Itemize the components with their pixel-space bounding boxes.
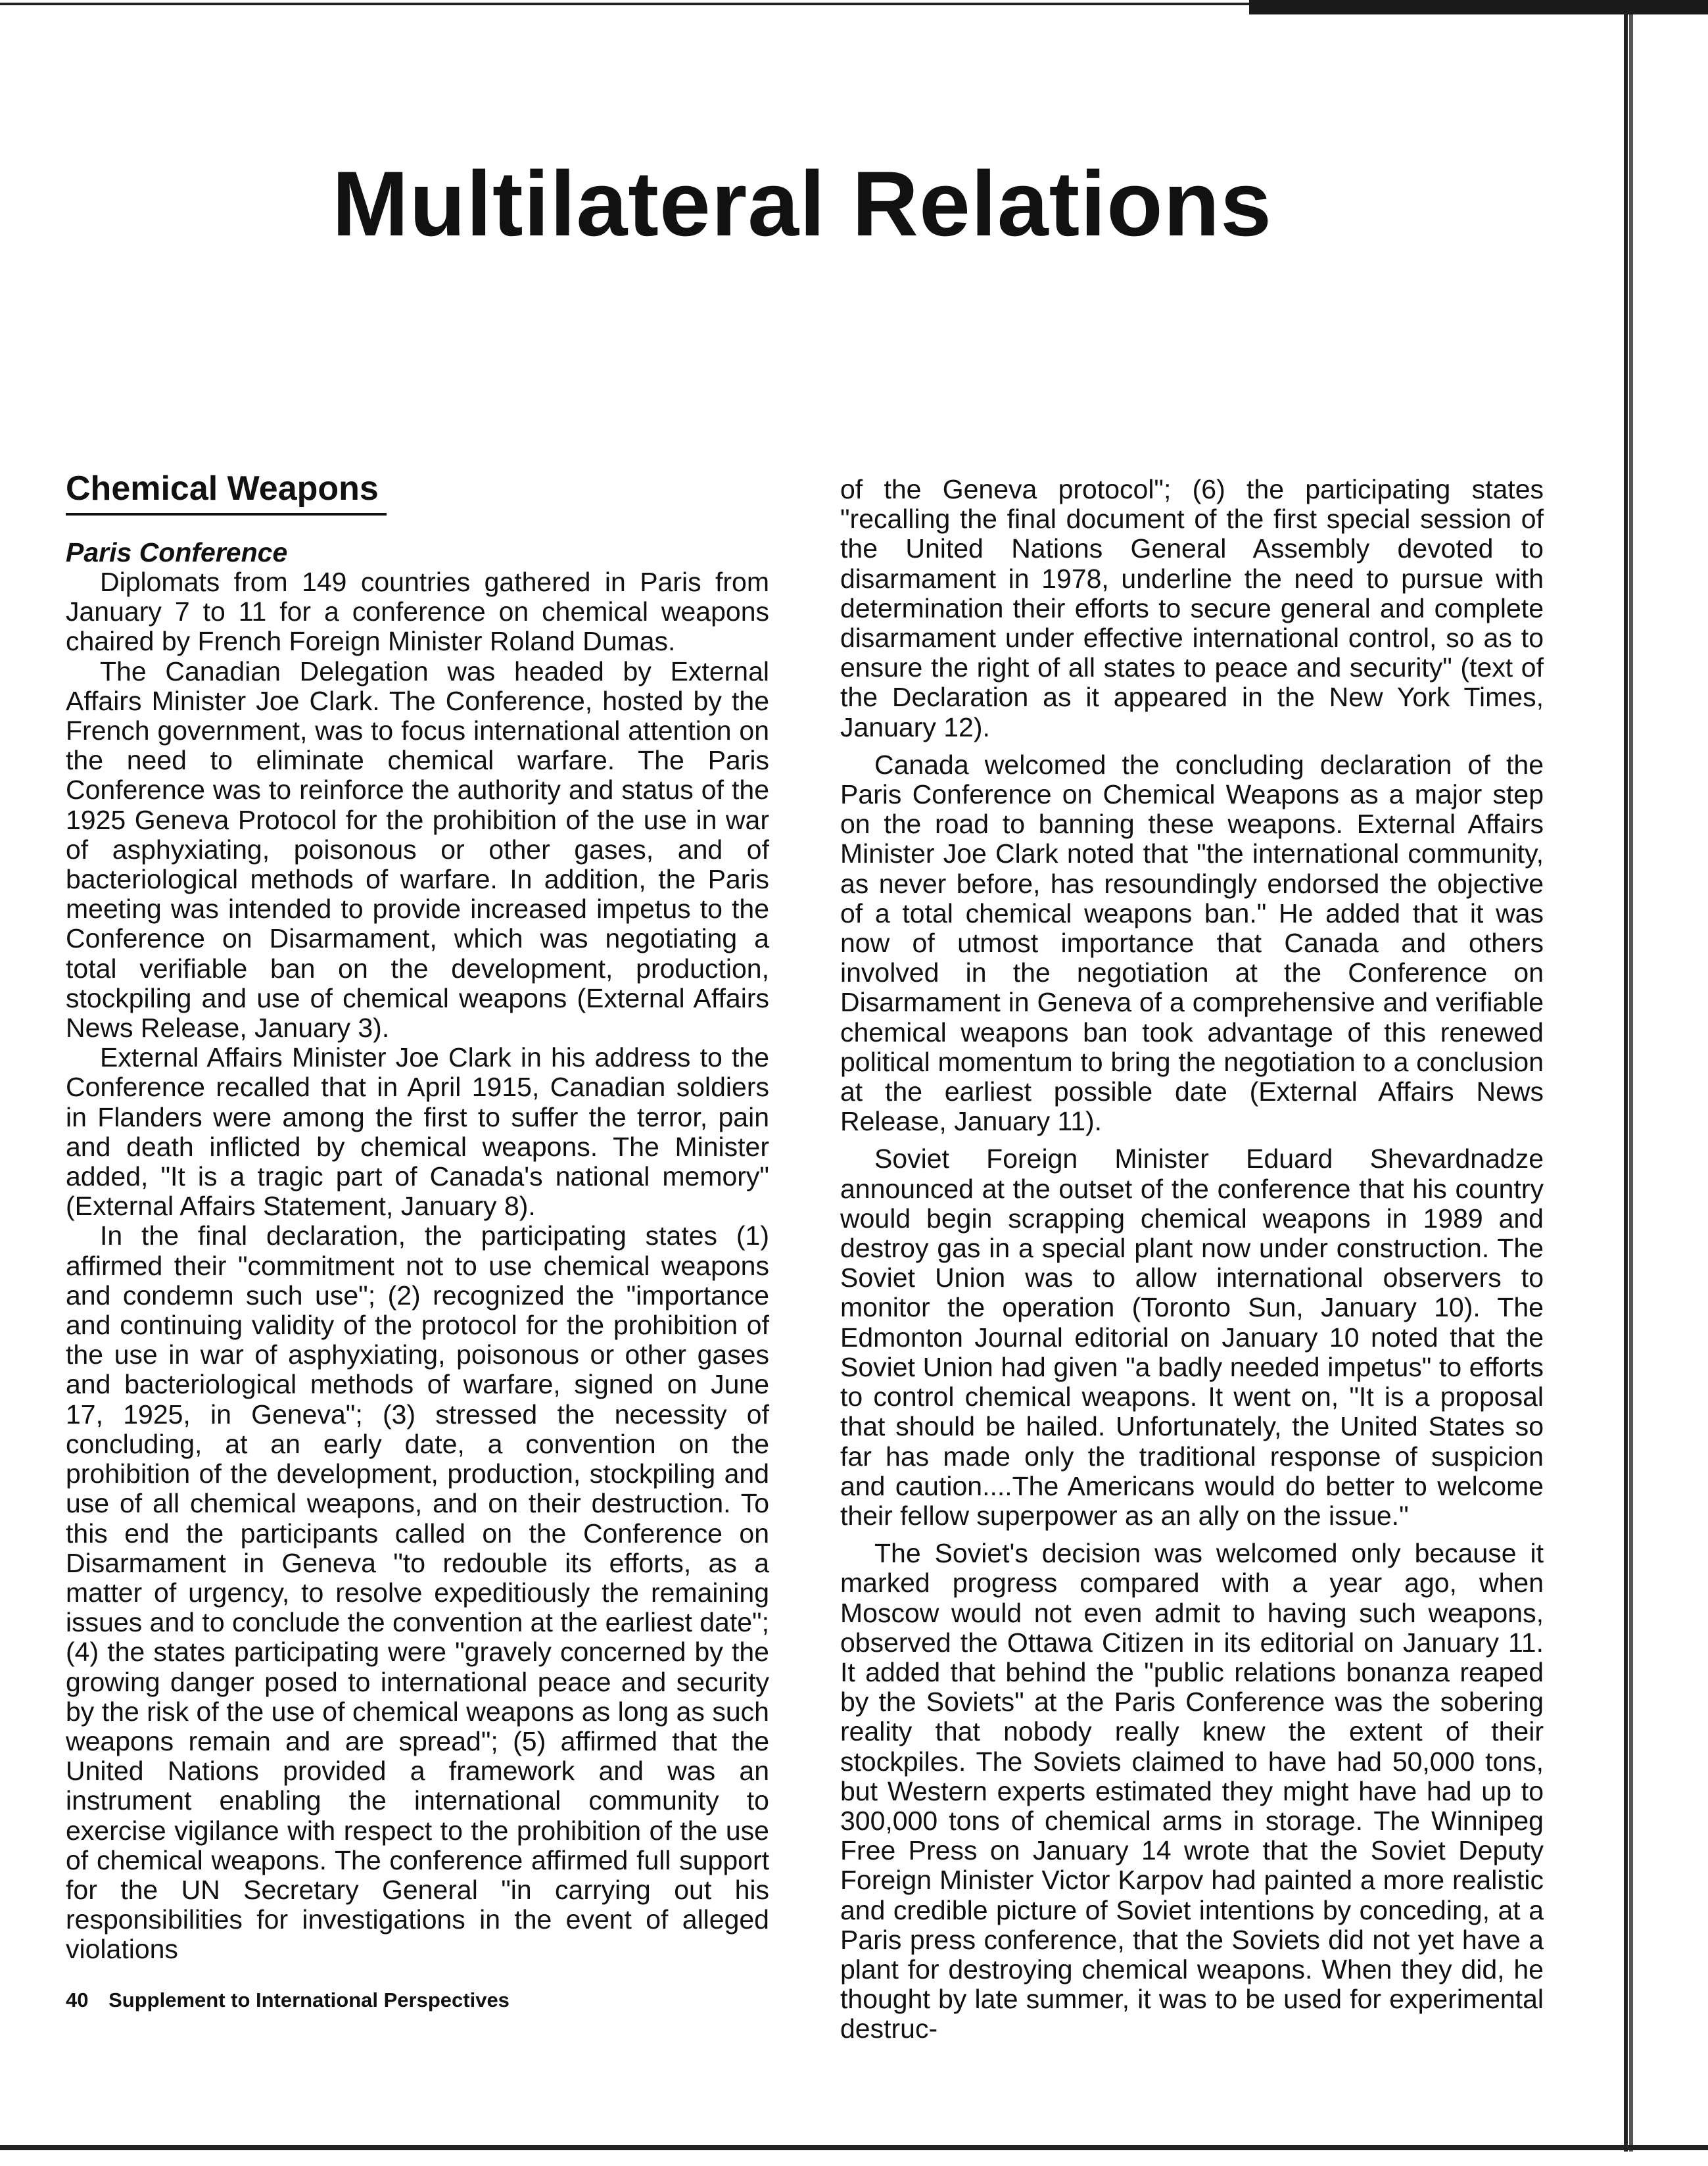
paragraph: External Affairs Minister Joe Clark in his address to the Conference recalled that in April 1915, Canadian soldiers in Flanders were among the first to suffer the terror, pain and death inflicted by chemical weapons. The Minister added, "It is a tragic part of Canada's national memory" (External Affairs Statement, January 8). [66,1042,769,1222]
paragraph: Canada welcomed the concluding declaration of the Paris Conference on Chemical Weapons as a major step on the road to banning these weapons. External Affairs Minister Joe Clark noted that "the international community, as never before, has resoundingly endorsed the objective of a total chemical weapons ban." He added that it was now of utmost importance that Canada and others involved in the negotiation at the Conference on Disarmament in Geneva of a comprehensive and verifiable chemical weapons ban took advantage of this renewed political momentum to bring the negotiation to a conclusion at the earliest possible date (External Affairs News Release, January 11). [840,749,1544,1137]
paragraph: In the final declaration, the participating states (1) affirmed their "commitment not to use chemical weapons and condemn such use"; (2) recognized the "importance and continuing validity of the protocol for the prohibition of the use in war of asphyxiating, poisonous or other gases and bacteriological methods of warfare, signed on June 17, 1925, in Geneva"; (3) stressed the necessity of concluding, at an early date, a convention on the prohibition of the development, production, stockpiling and use of all chemical weapons, and on their destruction. To this end the participants called on the Conference on Disarmament in Geneva "to redouble its efforts, as a matter of urgency, to resolve expeditiously the remaining issues and to conclude the convention at the earliest date"; (4) the states participating were "gravely concerned by the growing danger posed to international peace and security by the risk of the use of chemical weapons as long as such weapons remain and are spread"; (5) affirmed that the United Nations provided a framework and was an instrument enabling the international community to exercise vigilance with respect to the prohibition of the use of chemical weapons. The conference affirmed full support for the UN Secretary General "in carrying out his responsibilities for investigations in the event of alleged violations [66,1220,769,1965]
publication-name: Supplement to International Perspectives [108,1988,510,2011]
page-right-edge-shadow [1629,14,1633,2152]
paragraph: The Canadian Delegation was headed by External Affairs Minister Joe Clark. The Conference, hosted by the French government, was to focus international attention on the need to eliminate chemical warfare. The Paris Conference was to reinforce the authority and status of the 1925 Geneva Protocol for the prohibition of the use in war of asphyxiating, poisonous or other gases, and of bacteriological methods of warfare. In addition, the Paris meeting was intended to provide increased impetus to the Conference on Disarmament, which was negotiating a total verifiable ban on the development, production, stockpiling and use of chemical weapons (External Affairs News Release, January 3). [66,656,769,1044]
right-column [840,475,1544,2044]
paragraph: Soviet Foreign Minister Eduard Shevardnadze announced at the outset of the conference that his country would begin scrapping chemical weapons in 1989 and destroy gas in a special plant now under construction. The Soviet Union was to allow international observers to monitor the operation (Toronto Sun, January 10). The Edmonton Journal editorial on January 10 noted that the Soviet Union had given "a badly needed impetus" to efforts to control chemical weapons. It went on, "It is a proposal that should be hailed. Unfortunately, the United States so far has made only the traditional response of suspicion and caution....The Americans would do better to welcome their fellow superpower as an ally on the issue." [840,1143,1544,1531]
paragraph: Diplomats from 149 countries gathered in Paris from January 7 to 11 for a conference on chemical weapons chaired by French Foreign Minister Roland Dumas. [66,567,769,657]
left-column [66,467,769,1965]
paragraph: The Soviet's decision was welcomed only because it marked progress compared with a year ago, when Moscow would not even admit to having such weapons, observed the Ottawa Citizen in its editorial on January 11. It added that behind the "public relations bonanza reaped by the Soviets" at the Paris Conference was the sobering reality that nobody really knew the extent of their stockpiles. The Soviets claimed to have had 50,000 tons, but Western experts estimated they might have had up to 300,000 tons of chemical arms in storage. The Winnipeg Free Press on January 14 wrote that the Soviet Deputy Foreign Minister Victor Karpov had painted a more realistic and credible picture of Soviet intentions by conceding, at a Paris press conference, that the Soviets did not yet have a plant for destroying chemical weapons. When they did, he thought by late summer, it was to be used for experimental destruc- [840,1538,1544,2044]
page-right-edge [1624,14,1708,2152]
top-rule-dark-edge [1249,0,1708,14]
page-footer [66,1987,510,2013]
page-number: 40 [66,1988,89,2011]
section-heading: Chemical Weapons [66,467,387,516]
paragraph: of the Geneva protocol"; (6) the participating states "recalling the final document of the first special session of the United Nations General Assembly devoted to disarmament in 1978, underline the need to pursue with determination their efforts to secure general and complete disarmament under effective international control, so as to ensure the right of all states to peace and security" (text of the Declaration as it appeared in the New York Times, January 12). [840,474,1544,742]
page-title: Multilateral Relations [331,152,1273,255]
bottom-rule [0,2145,1708,2150]
subsection-heading: Paris Conference [66,537,288,567]
